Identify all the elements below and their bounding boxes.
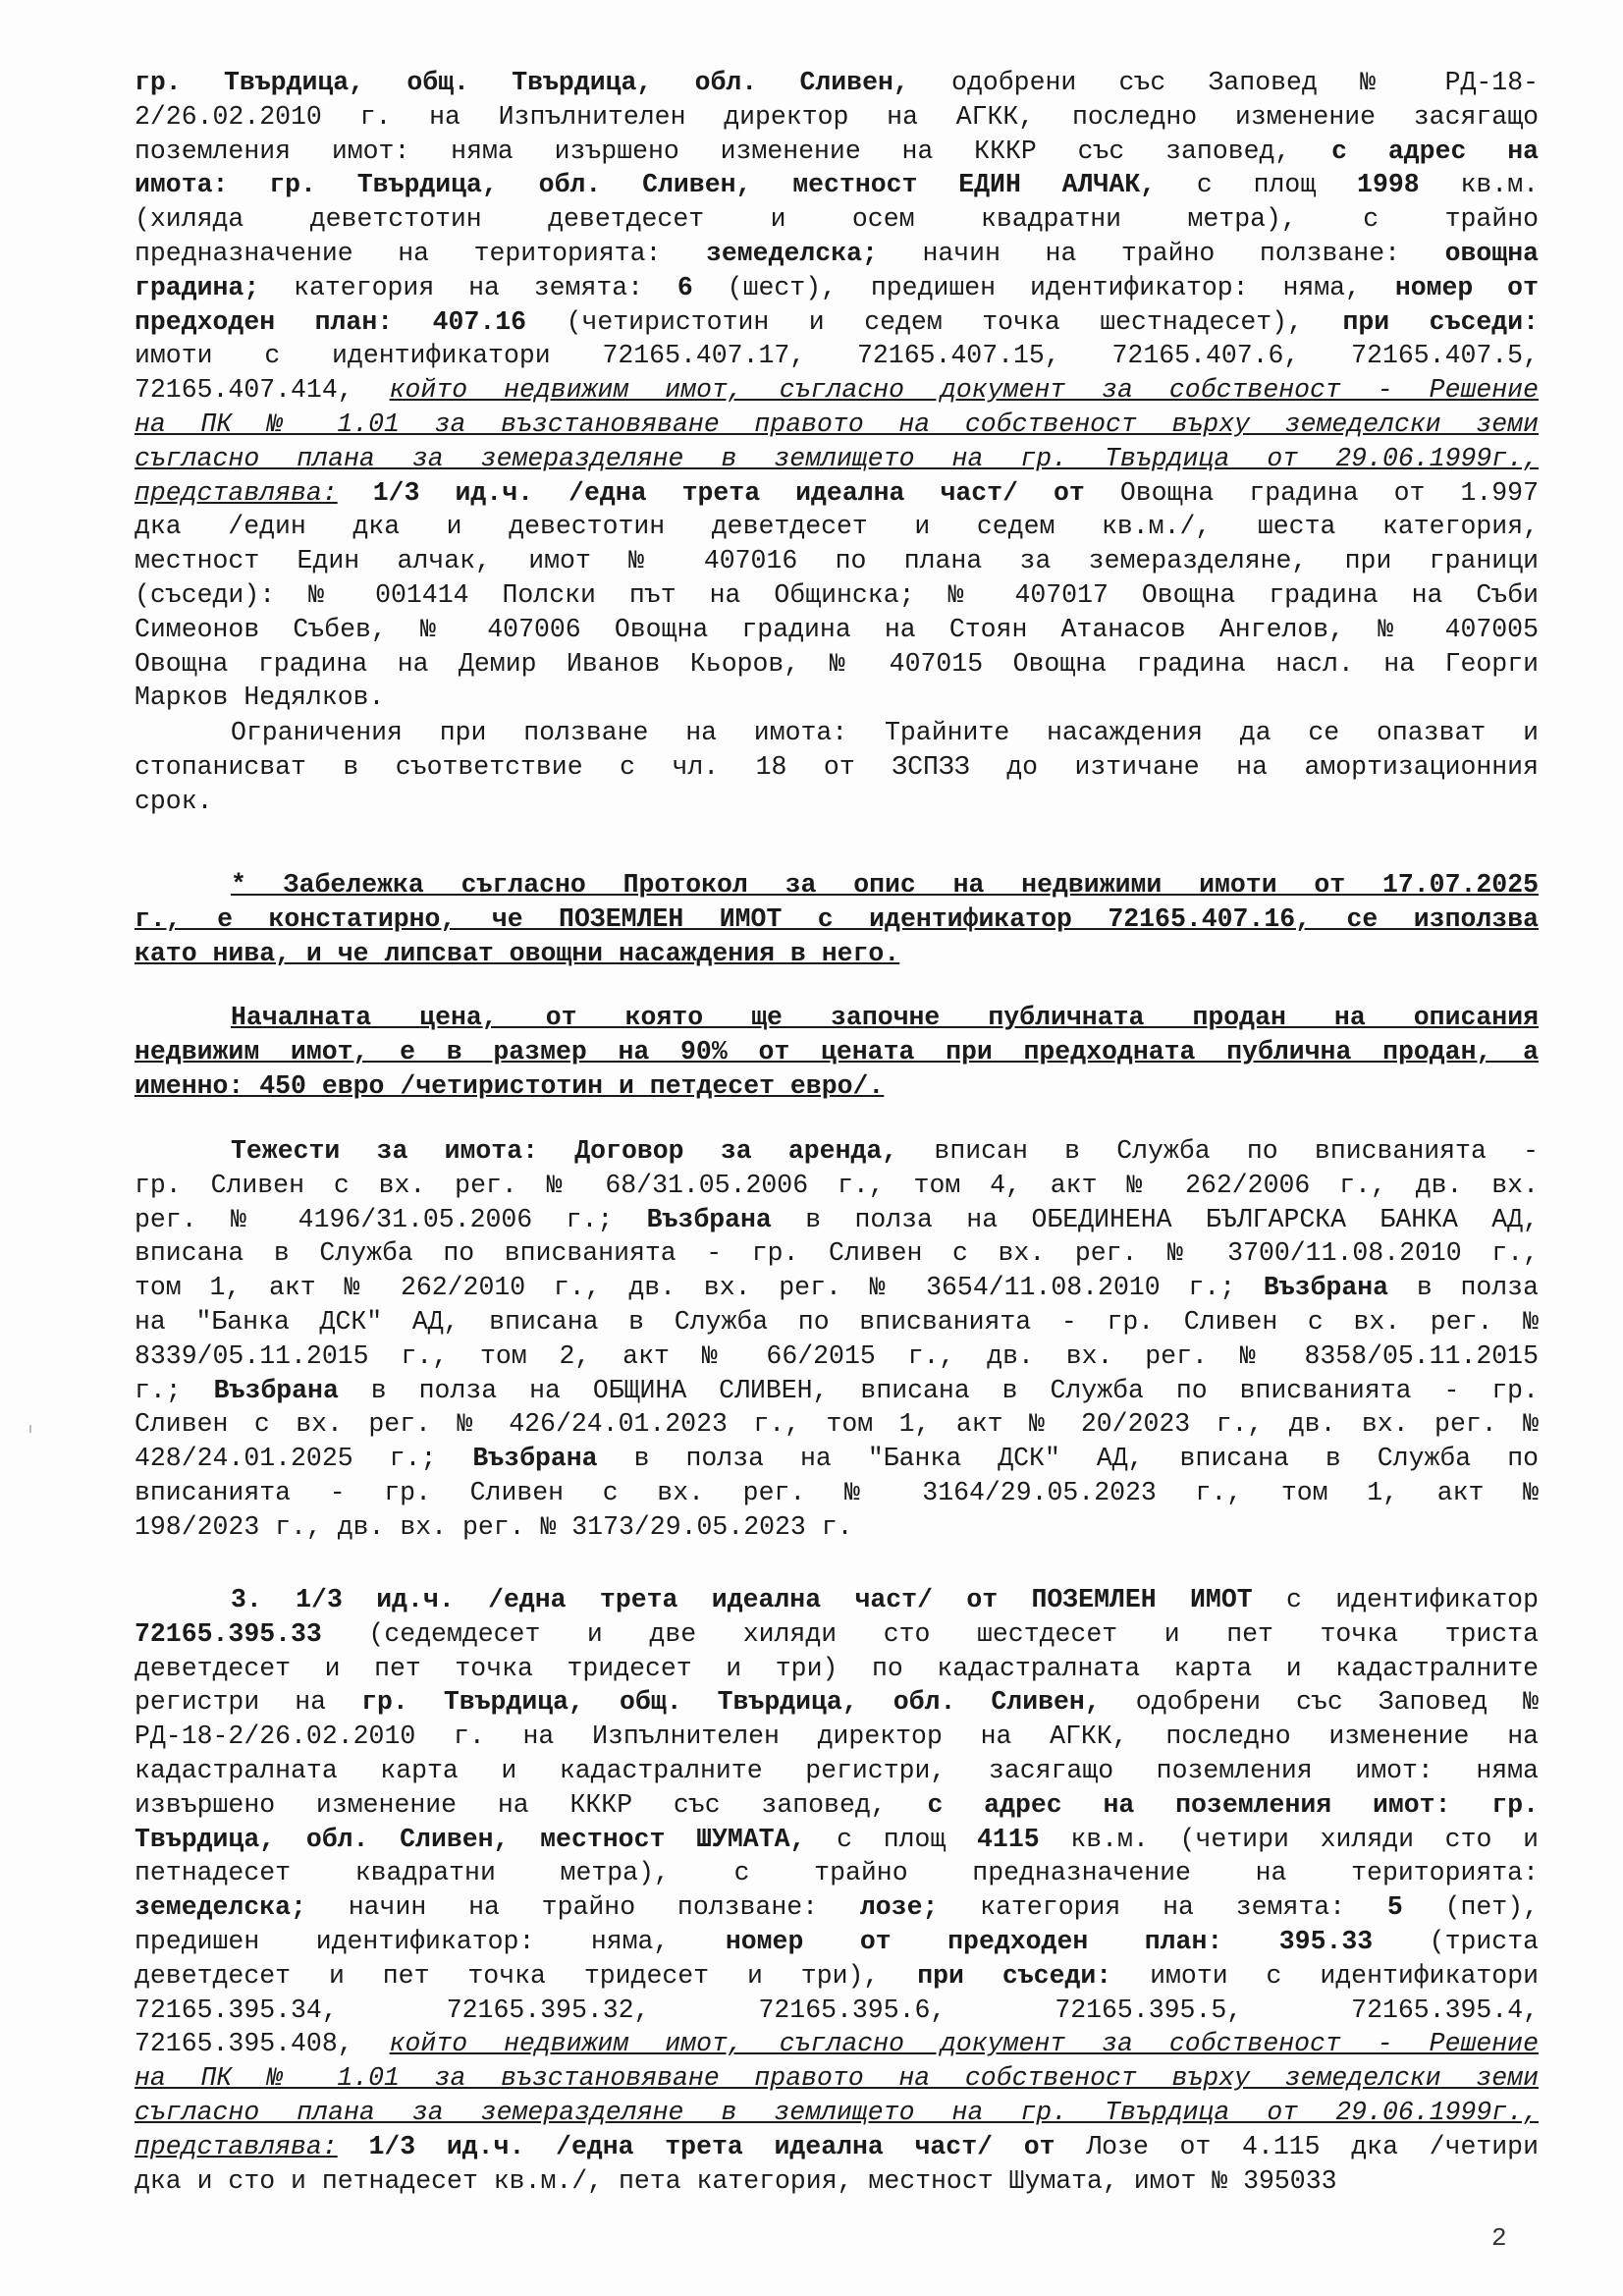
text-line — [135, 681, 1539, 715]
text-run: именно: 450 евро /четиристотин и петдесет евро/. — [135, 1070, 885, 1101]
text-run: 3. 1/3 ид.ч. /една трета идеална част/ от ПОЗЕМЛЕН ИМОТ — [231, 1585, 1253, 1614]
text-run: имоти с идентификатори 72165.407.17, 72165.407.15, 72165.407.6, 72165.407.5, — [135, 341, 1539, 371]
text-run: градина; — [135, 272, 260, 302]
text-run: който недвижим имот, съгласно документ за собственост - Решение — [389, 375, 1539, 406]
text-run: вписана в Служба по вписванията - гр. Сливен с вх. рег. № 3700/11.08.2010 г., — [135, 1238, 1539, 1269]
text-run: вписанията - гр. Сливен с вх. рег. № 3164/29.05.2023 г., том 1, акт № — [135, 1477, 1539, 1507]
text-run: Възбрана — [1263, 1273, 1389, 1303]
text-run: представлява: — [135, 2131, 338, 2161]
text-run: Възбрана — [646, 1204, 772, 1234]
text-line — [135, 1994, 1539, 2028]
text-run: (хиляда деветстотин деветдесет и осем квадратни метра), с трайно — [135, 204, 1539, 235]
text-line — [135, 1236, 1539, 1271]
text-run: Възбрана — [472, 1444, 598, 1474]
text-line — [135, 408, 1539, 442]
text-run: 1/3 ид.ч. /една трета идеална част/ от — [368, 2131, 1055, 2161]
text-line — [135, 1442, 1539, 1476]
text-line — [135, 202, 1539, 237]
text-run: 4115 — [977, 1824, 1040, 1854]
text-run: Овощна градина на Демир Иванов Кьоров, № 407015 Овощна градина насл. на Георги — [135, 648, 1539, 679]
text-line — [135, 1510, 1539, 1545]
text-run: Овощна градина от 1.997 — [1084, 477, 1539, 508]
text-run: 428/24.01.2025 г.; — [135, 1444, 473, 1474]
text-run: кв.м. — [1419, 170, 1539, 200]
text-line — [135, 271, 1539, 305]
text-line — [135, 1001, 1539, 1035]
text-run: 72165.395.34, 72165.395.32, 72165.395.6, 72165.395.5, 72165.395.4, — [135, 1995, 1539, 2025]
text-line — [135, 1583, 1539, 1617]
text-run: при съседи: — [917, 1960, 1112, 1991]
text-run: одобрени със Заповед № РД-18- — [908, 68, 1539, 97]
text-run: съгласно плана за земеразделяне в землището на гр. Твърдица от 29.06.1999г., — [135, 2097, 1539, 2127]
text-run: (съседи): № 001414 Полски път на Общинска; № 407017 Овощна градина на Съби — [135, 579, 1539, 610]
text-run: 2/26.02.2010 г. на Изпълнителен директор на АГКК, последно изменение засягащо — [135, 101, 1539, 132]
text-line — [135, 1069, 1539, 1104]
text-run: срок. — [135, 786, 213, 816]
text-line — [135, 1134, 1539, 1169]
text-line — [135, 1823, 1539, 1857]
text-run: 72165.395.33 — [135, 1618, 322, 1649]
text-line — [135, 578, 1539, 613]
text-run: в полза на ОБЩИНА СЛИВЕН, вписана в Служба по вписванията - гр. — [338, 1375, 1539, 1405]
text-line — [135, 544, 1539, 578]
paragraph-usage-restrictions — [135, 716, 1539, 818]
text-line — [135, 1856, 1539, 1890]
text-line — [135, 100, 1539, 135]
text-run: овощна — [1444, 238, 1539, 268]
text-line — [135, 1305, 1539, 1339]
text-run: имота: гр. Твърдица, обл. Сливен, местност ЕДИН АЛЧАК, — [135, 170, 1157, 200]
text-run: Началната цена, от която ще започне публичната продан на описания — [231, 1003, 1539, 1032]
text-line — [135, 1476, 1539, 1510]
text-run: (четиристотин и седем точка шестнадесет), — [526, 306, 1343, 337]
text-run: категория на земята: — [938, 1892, 1387, 1923]
text-line — [135, 1339, 1539, 1374]
text-run: 72165.395.408, — [135, 2029, 390, 2059]
text-run: като нива, и че липсват овощни насаждения в него. — [135, 938, 900, 968]
text-run: местност Един алчак, имот № 407016 по плана за земеразделяне, при граници — [135, 546, 1539, 576]
text-run: стопанисват в съответствие с чл. 18 от ЗСПЗЗ до изтичане на амортизационния — [135, 751, 1539, 782]
text-line — [135, 1685, 1539, 1720]
text-run: деветдесет и пет точка тридесет и три), — [135, 1960, 918, 1991]
text-run: РД-18-2/26.02.2010 г. на Изпълнителен директор на АГКК, последно изменение на — [135, 1722, 1539, 1752]
text-line — [135, 305, 1539, 340]
text-run: на "Банка ДСК" АД, вписана в Служба по вписванията - гр. Сливен с вх. рег. № — [135, 1306, 1539, 1337]
text-run: на ПК № 1.01 за възстановяване правото на собственост върху земеделски земи — [135, 2063, 1539, 2094]
text-line — [135, 2096, 1539, 2130]
text-run: недвижим имот, е в размер на 90% от цената при предходната публична продан, а — [135, 1036, 1539, 1066]
text-line — [135, 1169, 1539, 1203]
text-line — [135, 2027, 1539, 2061]
text-run: одобрени със Заповед № — [1100, 1687, 1539, 1718]
text-run: номер от предходен план: 395.33 — [725, 1926, 1374, 1956]
text-line — [135, 1652, 1539, 1686]
text-run: в полза на ОБЕДИНЕНА БЪЛГАРСКА БАНКА АД, — [771, 1204, 1539, 1234]
text-run: извършено изменение на КККР със заповед, — [135, 1789, 928, 1820]
text-run: с площ — [1156, 170, 1358, 200]
text-run: Лозе от 4.115 дка /четири — [1055, 2131, 1539, 2161]
text-run: 72165.407.414, — [135, 375, 390, 406]
page-number: 2 — [1491, 2223, 1507, 2253]
text-line — [135, 937, 1539, 971]
text-line — [135, 2061, 1539, 2096]
text-run: 5 — [1386, 1892, 1403, 1923]
text-run: с адрес на — [1331, 136, 1539, 166]
text-run: (седемдесет и две хиляди сто шестдесет и пет точка триста — [321, 1618, 1539, 1649]
text-run: с площ — [805, 1824, 978, 1854]
text-line — [135, 339, 1539, 373]
text-run: кадастралната карта и кадастралните регистри, засягащо поземления имот: няма — [135, 1755, 1539, 1785]
text-line — [135, 476, 1539, 511]
paragraph-item-3-property — [135, 1583, 1539, 2198]
text-run: том 1, акт № 262/2010 г., дв. вх. рег. № 3654/11.08.2010 г.; — [135, 1273, 1264, 1303]
scan-artifact — [29, 1425, 31, 1433]
text-run: имоти с идентификатори — [1111, 1960, 1539, 1991]
text-run: петнадесет квадратни метра), с трайно предназначение на територията: — [135, 1858, 1539, 1888]
text-run: в полза — [1388, 1273, 1539, 1303]
text-run: г.; — [135, 1375, 214, 1405]
text-run: в полза на "Банка ДСК" АД, вписана в Служба по — [597, 1444, 1539, 1474]
text-line — [135, 2130, 1539, 2164]
text-line — [135, 1754, 1539, 1788]
text-run: регистри на — [135, 1687, 362, 1718]
text-run: 1/3 ид.ч. /една трета идеална част/ от — [372, 477, 1085, 508]
text-run: рег. № 4196/31.05.2006 г.; — [135, 1204, 647, 1234]
text-line — [135, 1788, 1539, 1823]
text-line — [135, 168, 1539, 202]
text-line — [135, 1407, 1539, 1442]
text-run: деветдесет и пет точка тридесет и три) по кадастралната карта и кадастралните — [135, 1653, 1539, 1683]
paragraph-property-burdens — [135, 1134, 1539, 1545]
text-line — [135, 613, 1539, 647]
text-run: представлява: — [135, 477, 338, 508]
text-run — [338, 2132, 369, 2161]
text-run: поземления имот: няма изършено изменение на КККР със заповед, — [135, 136, 1332, 166]
text-run: 8339/05.11.2015 г., том 2, акт № 66/2015 г., дв. вх. рег. № 8358/05.11.2015 — [135, 1340, 1539, 1371]
text-line — [135, 1617, 1539, 1652]
text-run: предназначение на територията: — [135, 238, 706, 268]
text-run: 198/2023 г., дв. вх. рег. № 3173/29.05.2023 г. — [135, 1511, 853, 1542]
text-run: 6 — [676, 272, 693, 302]
text-run: Симеонов Събев, № 407006 Овощна градина на Стоян Атанасов Ангелов, № 407005 — [135, 614, 1539, 644]
text-run: * Забележка съгласно Протокол за опис на недвижими имоти от 17.07.2025 — [231, 870, 1539, 900]
text-line — [135, 237, 1539, 271]
text-run: кв.м. (четири хиляди сто и — [1039, 1824, 1539, 1854]
text-run: предходен план: 407.16 — [135, 306, 527, 337]
text-line — [135, 1035, 1539, 1069]
text-line — [135, 1374, 1539, 1408]
text-run: начин на трайно ползване: — [305, 1892, 860, 1923]
text-run: с адрес на поземления имот: гр. — [927, 1789, 1539, 1820]
text-run: с идентификатор — [1252, 1585, 1539, 1614]
text-line — [135, 1890, 1539, 1925]
text-line — [135, 1959, 1539, 1994]
text-run: гр. Сливен с вх. рег. № 68/31.05.2006 г., том 4, акт № 262/2006 г., дв. вх. — [135, 1170, 1539, 1200]
text-run: категория на земята: — [259, 272, 677, 302]
text-run: гр. Твърдица, общ. Твърдица, обл. Сливен, — [361, 1687, 1101, 1718]
text-run: лозе; — [859, 1892, 939, 1923]
text-run: дка /един дка и девестотин деветдесет и седем кв.м./, шеста категория, — [135, 512, 1539, 542]
text-run: дка и сто и петнадесет кв.м./, пета категория, местност Шумата, имот № 395033 — [135, 2165, 1337, 2196]
text-run: начин на трайно ползване: — [877, 238, 1445, 268]
text-line — [135, 750, 1539, 785]
text-line — [135, 716, 1539, 750]
text-run: 1998 — [1357, 170, 1420, 200]
text-line — [135, 1720, 1539, 1754]
text-line — [135, 785, 1539, 819]
text-line — [135, 66, 1539, 100]
text-run: при съседи: — [1342, 306, 1539, 337]
text-run: Марков Недялков. — [135, 683, 385, 713]
text-run: номер от — [1394, 272, 1539, 302]
text-run: (пет), — [1402, 1892, 1539, 1923]
text-run: Сливен с вх. рег. № 426/24.01.2023 г., том 1, акт № 20/2023 г., дв. вх. рег. № — [135, 1409, 1539, 1440]
text-run: на ПК № 1.01 за възстановяване правото на собственост върху земеделски земи — [135, 409, 1539, 439]
text-run: предишен идентификатор: няма, — [135, 1926, 726, 1956]
text-line — [135, 647, 1539, 682]
text-line — [135, 510, 1539, 544]
text-line — [135, 373, 1539, 408]
text-run: гр. Твърдица, общ. Твърдица, обл. Сливен, — [135, 68, 909, 97]
paragraph-property-2-description — [135, 66, 1539, 715]
text-run: съгласно плана за земеразделяне в землището на гр. Твърдица от 29.06.1999г., — [135, 443, 1539, 473]
text-run: Възбрана — [213, 1375, 339, 1405]
text-line — [135, 2164, 1539, 2199]
text-run: земеделска; — [135, 1892, 306, 1923]
text-line — [135, 1203, 1539, 1237]
text-run: (шест), предишен идентификатор: няма, — [692, 272, 1395, 302]
text-run: Твърдица, обл. Сливен, местност ШУМАТА, — [135, 1824, 806, 1854]
paragraph-starting-price — [135, 1001, 1539, 1103]
text-line — [135, 442, 1539, 476]
text-run: Тежести за имота: Договор за аренда, — [231, 1136, 898, 1166]
text-line — [135, 868, 1539, 902]
text-run: (триста — [1373, 1926, 1539, 1956]
text-run — [338, 478, 373, 508]
text-line — [135, 1271, 1539, 1305]
text-run: Ограничения при ползване на имота: Трайните насаждения да се опазват и — [231, 718, 1539, 747]
paragraph-note-protocol — [135, 868, 1539, 970]
text-line — [135, 1925, 1539, 1959]
text-line — [135, 902, 1539, 937]
text-line — [135, 135, 1539, 169]
text-run: земеделска; — [705, 238, 878, 268]
text-run: г., е констатирно, че ПОЗЕМЛЕН ИМОТ с идентификатор 72165.407.16, се използва — [135, 903, 1539, 934]
text-run: вписан в Служба по вписванията - — [897, 1136, 1539, 1166]
text-run: който недвижим имот, съгласно документ за собственост - Решение — [389, 2029, 1539, 2059]
